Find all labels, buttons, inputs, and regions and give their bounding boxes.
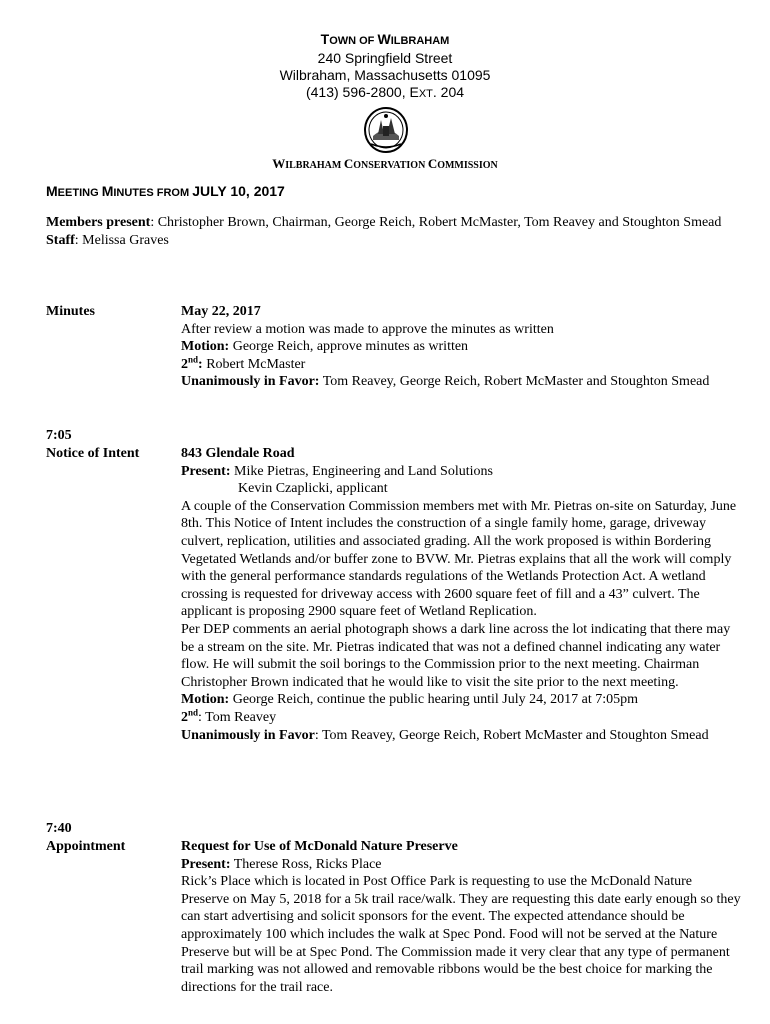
- appointment-time: 7:40: [46, 821, 72, 836]
- minutes-label: Minutes: [46, 304, 95, 319]
- minutes-favor: Unanimously in Favor: Tom Reavey, George Reich, Robert McMaster and Stoughton Smead: [181, 374, 710, 390]
- staff-present: Staff: Melissa Graves: [46, 232, 169, 248]
- minutes-line: After review a motion was made to approve the minutes as written: [181, 321, 554, 337]
- minutes-section: [181, 303, 741, 391]
- appointment-paragraph: Rick’s Place which is located in Post Office Park is requesting to use the McDonald Nature Preserve on May 5, 2018 for a 5k trail race/walk. They are requesting this date early enough so they can start advertising and solicit sponsors for the event. The expected attendance should be approximately 100 which includes the walk at Spec Pond. Food will not be served at the Nature Preserve but will be at Spec Pond. The Commission made it very clear that any type of permanent trail marking was not allowed and removable ribbons would be the best choice for marking the directions for the trail race.: [181, 874, 741, 995]
- commission-name: WILBRAHAM CONSERVATION COMMISSION: [272, 156, 498, 171]
- appointment-label: [46, 820, 125, 855]
- phone-number: (413) 596-2800, EXT. 204: [305, 84, 465, 100]
- notice-present-2: Kevin Czaplicki, applicant: [238, 481, 388, 497]
- notice-label: [46, 427, 139, 462]
- appointment-present: Present: Therese Ross, Ricks Place: [181, 856, 382, 872]
- notice-present: Present: Mike Pietras, Engineering and Land Solutions: [181, 463, 493, 479]
- meeting-title: MEETING MINUTES FROM JULY 10, 2017: [46, 183, 285, 199]
- minutes-second: 2nd: Robert McMaster: [181, 354, 306, 372]
- city-address: Wilbraham, Massachusetts 01095: [279, 67, 491, 83]
- street-address: 240 Springfield Street: [317, 50, 453, 66]
- notice-section: [181, 445, 741, 744]
- notice-type: Notice of Intent: [46, 445, 140, 461]
- town-title: TOWN OF WILBRAHAM: [320, 31, 450, 47]
- town-seal-icon: [363, 106, 409, 154]
- minutes-heading: May 22, 2017: [181, 304, 261, 319]
- notice-paragraph-1: A couple of the Conservation Commission members met with Mr. Pietras on-site on Saturday, June 8th. This Notice of Intent includes the construction of a single family home, garage, driveway culvert, replication, utilities and associated grading. All the work proposed is within Bordering Vegetated Wetlands and/or buffer zone to BVW. Mr. Pietras explains that all the work will comply with the general performance standards regulations of the Wetlands Protection Act. A wetland crossing is requested for driveway access with 2600 square feet of fill and a 43” culvert. The applicant is proposing 2900 square feet of Wetland Replication.: [181, 498, 737, 620]
- letterhead: [0, 31, 770, 103]
- appointment-section: [181, 838, 741, 996]
- notice-paragraph-2: Per DEP comments an aerial photograph shows a dark line across the lot indicating that there may be a stream on the site. Mr. Pietras indicated that was not a defined channel indicating any water flow. He will submit the soil borings to the Commission prior to the next meeting. Chairman Christopher Brown indicated that he would like to visit the site prior to the next meeting.: [181, 621, 731, 690]
- notice-second: 2nd: Tom Reavey: [181, 707, 277, 725]
- notice-motion: Motion: George Reich, continue the public hearing until July 24, 2017 at 7:05pm: [181, 692, 638, 708]
- members-present: Members present: Christopher Brown, Chairman, George Reich, Robert McMaster, Tom Reavey and Stoughton Smead: [46, 215, 722, 230]
- notice-time: 7:05: [46, 428, 72, 443]
- appointment-heading: Request for Use of McDonald Nature Preserve: [181, 839, 458, 854]
- notice-favor: Unanimously in Favor: Tom Reavey, George Reich, Robert McMaster and Stoughton Smead: [181, 727, 709, 743]
- notice-heading: 843 Glendale Road: [181, 446, 295, 461]
- attendance: [46, 214, 746, 249]
- appointment-type: Appointment: [46, 838, 126, 854]
- minutes-motion: Motion: George Reich, approve minutes as written: [181, 339, 469, 355]
